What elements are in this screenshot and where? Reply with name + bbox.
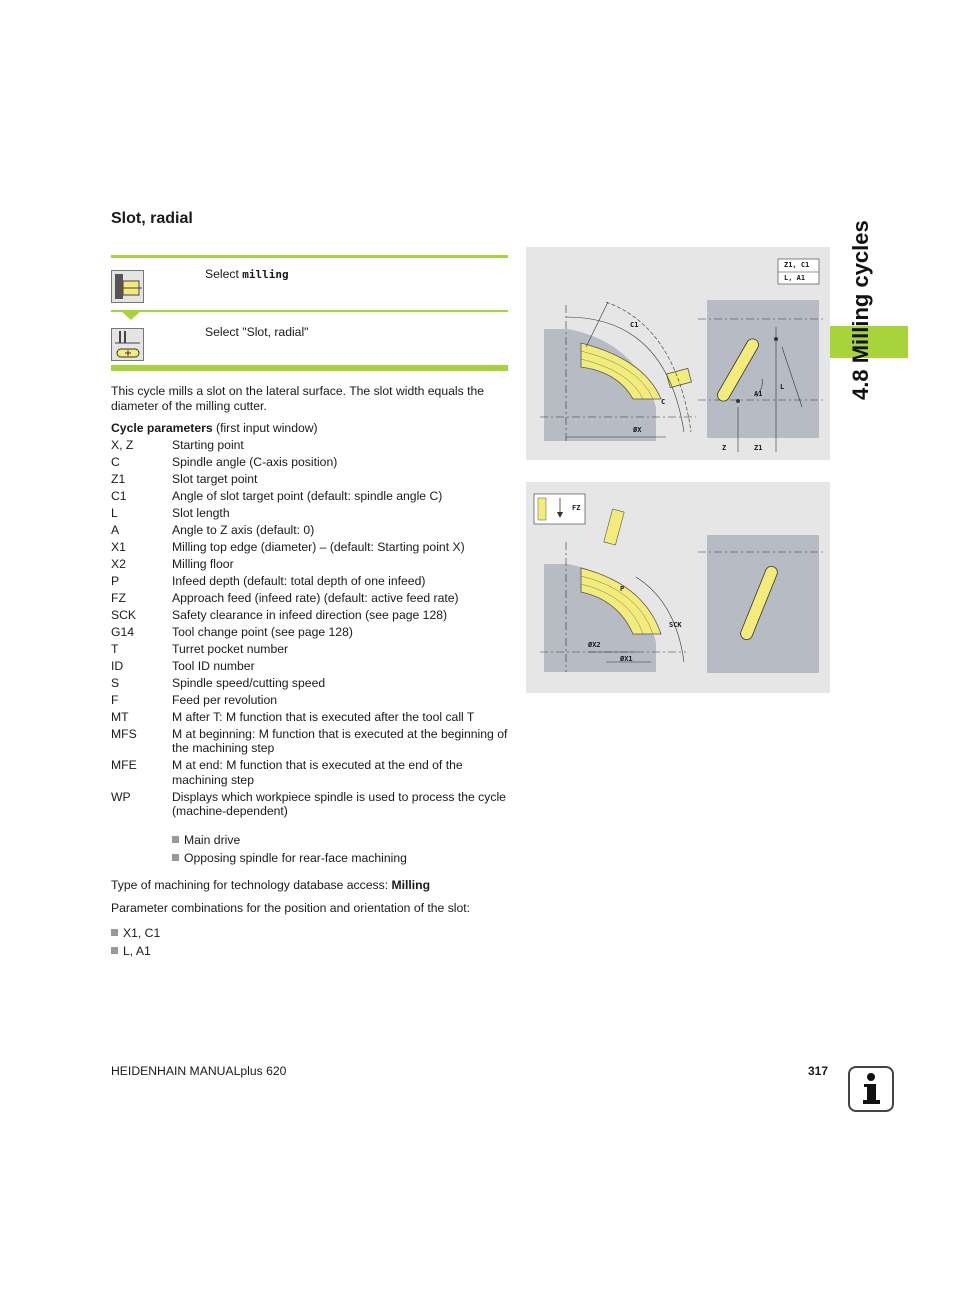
- param-key: S: [111, 676, 120, 690]
- param-key: C1: [111, 489, 127, 503]
- slot-radial-icon: [111, 328, 144, 361]
- param-row: [111, 591, 511, 605]
- param-row: [111, 642, 511, 656]
- dim-label: ØX: [633, 426, 642, 434]
- param-value: Spindle angle (C-axis position): [172, 455, 338, 469]
- param-key: T: [111, 642, 119, 656]
- dim-label: C: [661, 398, 666, 406]
- dim-label: ØX1: [620, 655, 633, 663]
- param-key: X2: [111, 557, 126, 571]
- param-row: [111, 472, 511, 486]
- param-value: Tool ID number: [172, 659, 255, 673]
- param-key: MFE: [111, 758, 137, 773]
- dim-label: A1: [754, 390, 763, 398]
- param-value: Turret pocket number: [172, 642, 289, 656]
- chapter-title: 4.8 Milling cycles: [848, 220, 873, 400]
- param-key: Z1: [111, 472, 126, 486]
- dim-label: C1: [630, 321, 639, 329]
- dim-label: FZ: [572, 504, 581, 512]
- param-value: Feed per revolution: [172, 693, 278, 707]
- intro-paragraph: This cycle mills a slot on the lateral surface. The slot width equals the diameter of the milling cutter.: [111, 384, 485, 413]
- step-1-text: Select milling: [205, 267, 289, 281]
- info-icon: [848, 1066, 894, 1112]
- param-key: L: [111, 506, 118, 520]
- combos-intro: Parameter combinations for the position and orientation of the slot:: [111, 901, 471, 915]
- param-row: [111, 557, 511, 571]
- param-value: Slot length: [172, 506, 230, 520]
- dim-label: SCK: [669, 621, 682, 629]
- param-value: Angle of slot target point (default: spindle angle C): [172, 489, 443, 503]
- arrow-down-icon: [121, 311, 141, 321]
- page-number: 317: [808, 1064, 829, 1078]
- param-value: Approach feed (infeed rate) (default: active feed rate): [172, 591, 459, 605]
- dim-label: L: [780, 383, 785, 391]
- param-key: ID: [111, 659, 124, 673]
- param-key: A: [111, 523, 120, 537]
- param-row: [111, 790, 511, 819]
- param-key: WP: [111, 789, 131, 804]
- param-value: M at beginning: M function that is executed at the beginning of the machining step: [172, 727, 508, 756]
- param-row: [111, 710, 511, 724]
- list-item: X1, C1: [111, 924, 160, 942]
- param-value: M after T: M function that is executed after the tool call T: [172, 710, 475, 724]
- dim-label: Z1: [754, 444, 763, 452]
- param-key: F: [111, 693, 119, 707]
- step-2-text: Select "Slot, radial": [205, 325, 309, 339]
- param-key: C: [111, 455, 120, 469]
- param-row: [111, 574, 511, 588]
- combos-list: [111, 924, 160, 960]
- bullet-icon: [172, 854, 179, 861]
- bullet-icon: [111, 929, 118, 936]
- param-value: Infeed depth (default: total depth of one infeed): [172, 574, 426, 588]
- param-row: [111, 608, 511, 622]
- param-key: X1: [111, 540, 126, 554]
- param-row: [111, 693, 511, 707]
- param-key: SCK: [111, 608, 137, 622]
- param-key: X, Z: [111, 438, 134, 452]
- param-key: G14: [111, 625, 135, 639]
- cycle-params-heading: Cycle parameters (first input window): [111, 421, 318, 435]
- dim-label: Z: [722, 444, 727, 452]
- param-key: MFS: [111, 727, 137, 741]
- param-value: Safety clearance in infeed direction (see page 128): [172, 608, 448, 622]
- section-title: Slot, radial: [111, 210, 193, 227]
- milling-menu-icon: [111, 270, 144, 303]
- param-row: [111, 438, 511, 452]
- bullet-icon: [172, 836, 179, 843]
- figure-slot-radial-infeed: [526, 482, 830, 693]
- bullet-icon: [111, 947, 118, 954]
- param-row: [111, 455, 511, 469]
- param-row: [111, 489, 511, 503]
- param-row: [111, 727, 511, 756]
- param-row: [111, 540, 511, 554]
- param-value: Milling floor: [172, 557, 234, 571]
- param-row: [111, 659, 511, 673]
- list-item: Main drive: [172, 831, 407, 849]
- param-key: MT: [111, 710, 129, 724]
- param-value: Displays which workpiece spindle is used to process the cycle (machine-dependent): [172, 789, 506, 819]
- footer-product: HEIDENHAIN MANUALplus 620: [111, 1064, 287, 1078]
- list-item: L, A1: [111, 942, 160, 960]
- param-value: Spindle speed/cutting speed: [172, 676, 326, 690]
- legend-item: Z1, C1: [784, 261, 810, 269]
- param-key: P: [111, 574, 120, 588]
- divider: [111, 310, 508, 312]
- param-row: [111, 523, 511, 537]
- dim-label: P: [620, 585, 625, 593]
- figure-slot-radial-geometry: [526, 247, 830, 460]
- wp-options: [172, 831, 407, 867]
- param-value: Angle to Z axis (default: 0): [172, 523, 315, 537]
- divider: [111, 365, 508, 371]
- param-value: Starting point: [172, 438, 244, 452]
- divider: [111, 255, 508, 258]
- list-item: Opposing spindle for rear-face machining: [172, 849, 407, 867]
- param-value: Milling top edge (diameter) – (default: Starting point X): [172, 540, 465, 554]
- param-row: [111, 758, 511, 787]
- tech-db-text: Type of machining for technology database access: Milling: [111, 878, 431, 892]
- parameter-list: [111, 438, 511, 821]
- param-value: M at end: M function that is executed at the end of the machining step: [172, 758, 463, 787]
- param-row: [111, 625, 511, 639]
- param-row: [111, 506, 511, 520]
- param-row: [111, 676, 511, 690]
- param-value: Slot target point: [172, 472, 258, 486]
- param-key: FZ: [111, 591, 126, 605]
- dim-label: ØX2: [588, 641, 601, 649]
- legend-item: L, A1: [784, 274, 806, 282]
- param-value: Tool change point (see page 128): [172, 625, 353, 639]
